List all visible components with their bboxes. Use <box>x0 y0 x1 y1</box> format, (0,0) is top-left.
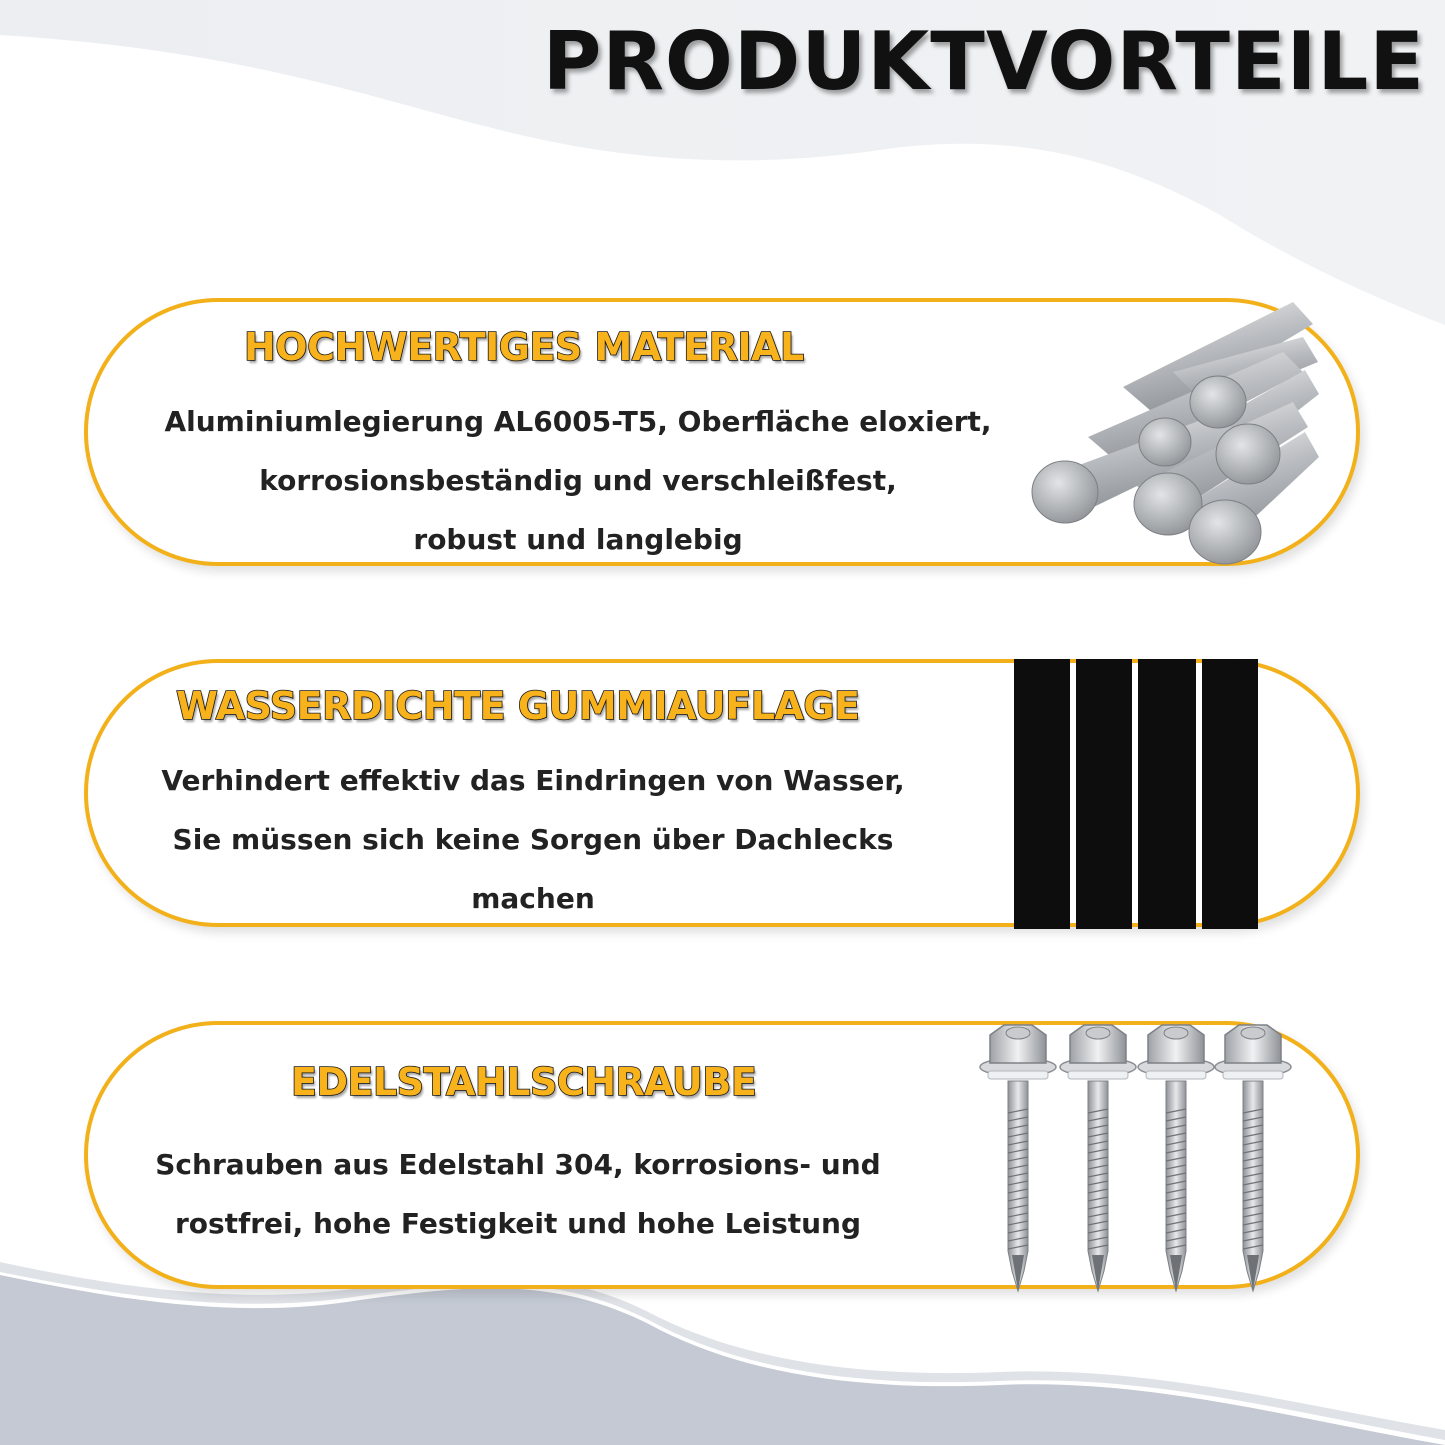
screw <box>1215 1025 1291 1291</box>
feature-heading: WASSERDICHTE GUMMIAUFLAGE <box>176 684 860 728</box>
rubber-strip <box>1014 659 1070 929</box>
description-line: Sie müssen sich keine Sorgen über Dachlecks <box>172 823 894 856</box>
rubber-strip <box>1138 659 1196 929</box>
stainless-screws-image <box>973 1023 1293 1295</box>
description-line: robust und langlebig <box>413 523 743 556</box>
feature-heading: HOCHWERTIGES MATERIAL <box>244 325 804 369</box>
feature-card-rubber-pad <box>84 659 1360 927</box>
description-line: rostfrei, hohe Festigkeit und hohe Leistung <box>174 1207 862 1240</box>
feature-description <box>128 392 1028 569</box>
feature-card-screws <box>84 1021 1360 1289</box>
description-line: Aluminiumlegierung AL6005-T5, Oberfläche eloxiert, <box>164 405 992 438</box>
description-line: Schrauben aus Edelstahl 304, korrosions- und <box>155 1148 881 1181</box>
screw <box>1060 1025 1136 1291</box>
screw <box>980 1025 1056 1291</box>
feature-description <box>118 751 948 928</box>
description-line: machen <box>471 882 595 915</box>
feature-description <box>118 1135 918 1253</box>
rubber-strip <box>1202 659 1258 929</box>
feature-card-material <box>84 298 1360 566</box>
aluminium-rods-image <box>993 292 1333 577</box>
rubber-strips-image <box>1008 659 1260 933</box>
description-line: korrosionsbeständig und verschleißfest, <box>259 464 897 497</box>
feature-heading: EDELSTAHLSCHRAUBE <box>291 1060 757 1104</box>
page-title: PRODUKTVORTEILE <box>542 15 1425 108</box>
rubber-strip <box>1076 659 1132 929</box>
screw <box>1138 1025 1214 1291</box>
description-line: Verhindert effektiv das Eindringen von Wasser, <box>161 764 905 797</box>
